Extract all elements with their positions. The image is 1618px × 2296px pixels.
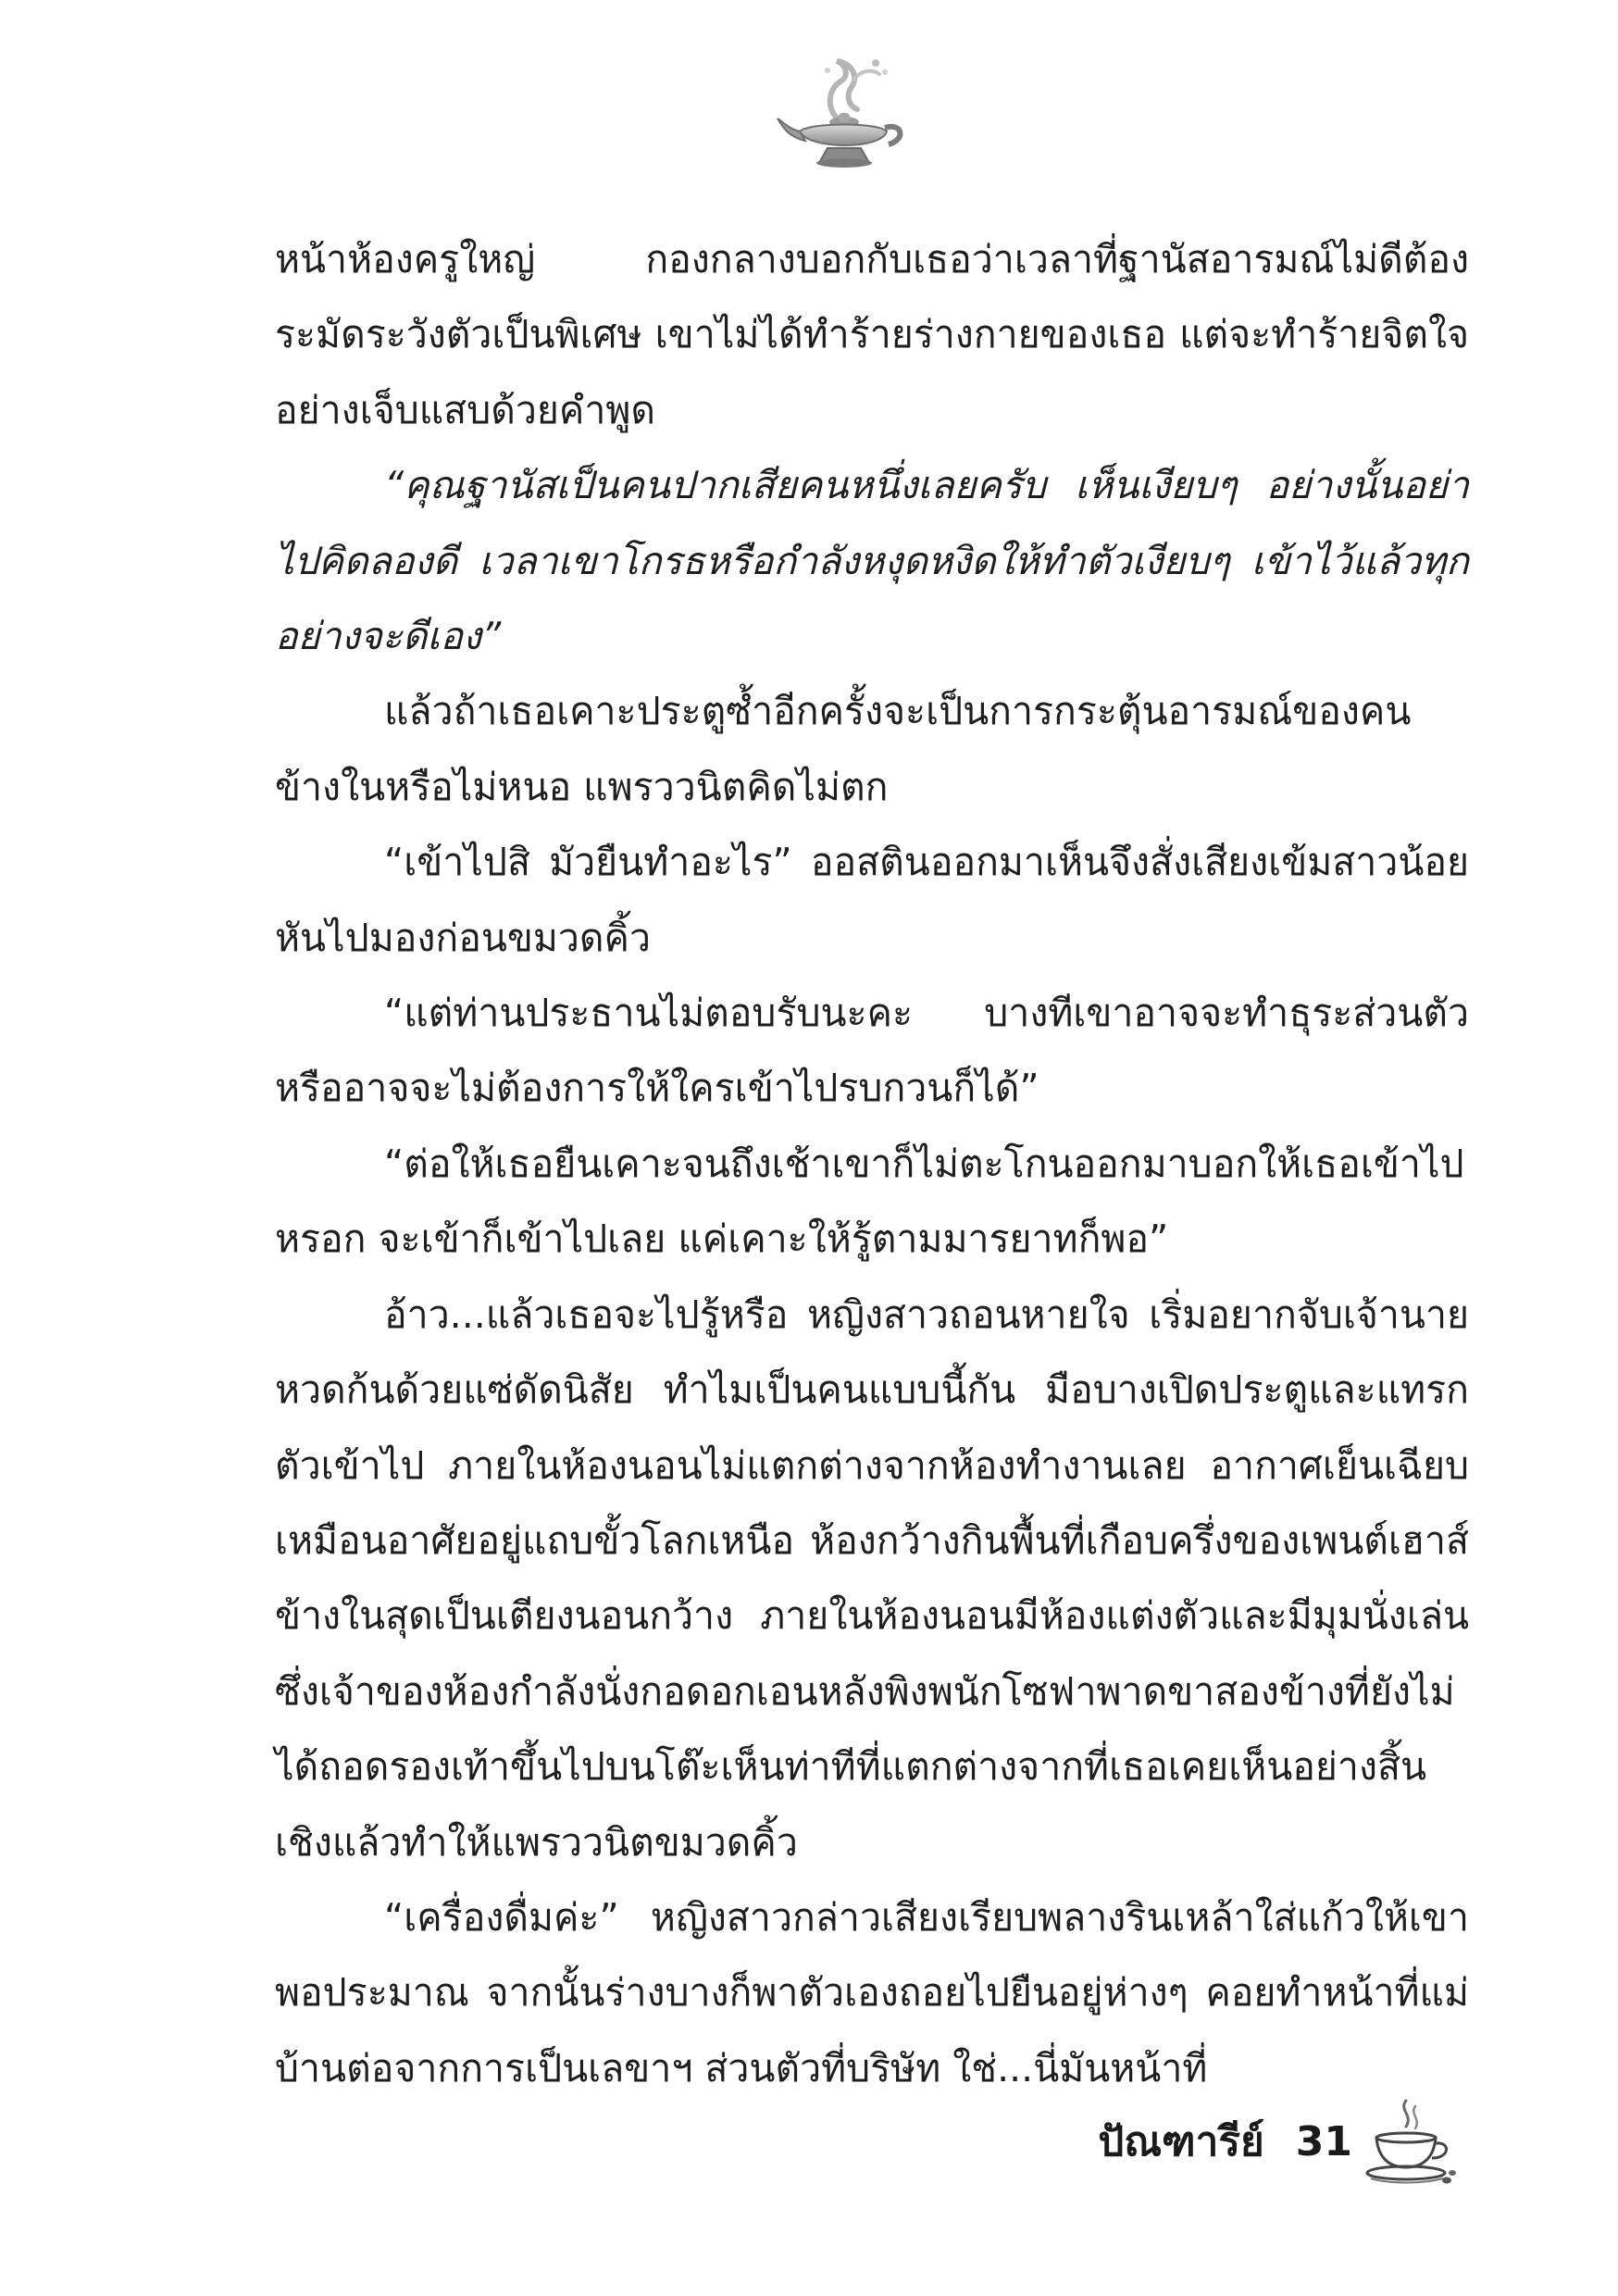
page-number: 31 [1295, 2117, 1352, 2165]
paragraph: หน้าห้องครูใหญ่ กองกลางบอกกับเธอว่าเวลาที่ฐานัสอารมณ์ไม่ดีต้องระมัดระวังตัวเป็นพิเศษ เขาไม่ได้ทำร้ายร่างกายของเธอ แต่จะทำร้ายจิตใจอย่างเจ็บแสบด้วยคำพูด [275, 237, 1469, 432]
paragraph-dialogue: “แต่ท่านประธานไม่ตอบรับนะคะ บางทีเขาอาจจะทำธุระส่วนตัวหรืออาจจะไม่ต้องการให้ใครเข้าไปรบกวนก็ได้” [275, 991, 1469, 1111]
paragraph-dialogue: “เครื่องดื่มค่ะ” หญิงสาวกล่าวเสียงเรียบพลางรินเหล้าใส่แก้วให้เขาพอประมาณ จากนั้นร่างบางก็พาตัวเองถอยไปยืนอยู่ห่างๆ คอยทำหน้าที่แม่บ้านต่อจากการเป็นเลขาฯ ส่วนตัวที่บริษัท ใช่...นี่มันหน้าที่ [275, 1894, 1469, 2090]
paragraph-dialogue: “ต่อให้เธอยืนเคาะจนถึงเช้าเขาก็ไม่ตะโกนออกมาบอกให้เธอเข้าไปหรอก จะเข้าก็เข้าไปเลย แค่เคาะให้รู้ตามมารยาทก็พอ” [275, 1141, 1464, 1262]
page-footer [1098, 2090, 1458, 2192]
genie-lamp-icon [772, 54, 911, 174]
paragraph: แล้วถ้าเธอเคาะประตูซ้ำอีกครั้งจะเป็นการกระตุ้นอารมณ์ของคนข้างในหรือไม่หนอ แพรววนิตคิดไม่ตก [275, 689, 1412, 809]
paragraph: อ้าว...แล้วเธอจะไปรู้หรือ หญิงสาวถอนหายใจ เริ่มอยากจับเจ้านายหวดก้นด้วยแซ่ดัดนิสัย ทำไมเป็นคนแบบนี้กัน มือบางเปิดประตูและแทรกตัวเข้าไป ภายในห้องนอนไม่แตกต่างจากห้องทำงานเลย อากาศเย็นเฉียบเหมือนอาศัยอยู่แถบขั้วโลกเหนือ ห้องกว้างกินพื้นที่เกือบครึ่งของเพนต์เฮาส์ ข้างในสุดเป็นเตียงนอนกว้าง ภายในห้องนอนมีห้องแต่งตัวและมีมุมนั่งเล่นซึ่งเจ้าของห้องกำลังนั่งกอดอกเอนหลังพิงพนักโซฟาพาดขาสองข้างที่ยังไม่ได้ถอดรองเท้าขึ้นไปบนโต๊ะเห็นท่าทีที่แตกต่างจากที่เธอเคยเห็นอย่างสิ้นเชิงแล้วทำให้แพรววนิตขมวดคิ้ว [275, 1292, 1469, 1865]
footer-author-title: ปัณฑารีย์ [1098, 2118, 1264, 2165]
body-text [275, 222, 1469, 2106]
coffee-cup-icon [1362, 2093, 1458, 2190]
paragraph-italic-dialogue: “คุณฐานัสเป็นคนปากเสียคนหนึ่งเลยครับ เห็นเงียบๆ อย่างนั้นอย่าไปคิดลองดี เวลาเขาโกรธหรือกำลังหงุดหงิดให้ทำตัวเงียบๆ เข้าไว้แล้วทุกอย่างจะดีเอง” [275, 463, 1469, 659]
paragraph-dialogue: “เข้าไปสิ มัวยืนทำอะไร” ออสตินออกมาเห็นจึงสั่งเสียงเข้มสาวน้อยหันไปมองก่อนขมวดคิ้ว [275, 840, 1469, 960]
